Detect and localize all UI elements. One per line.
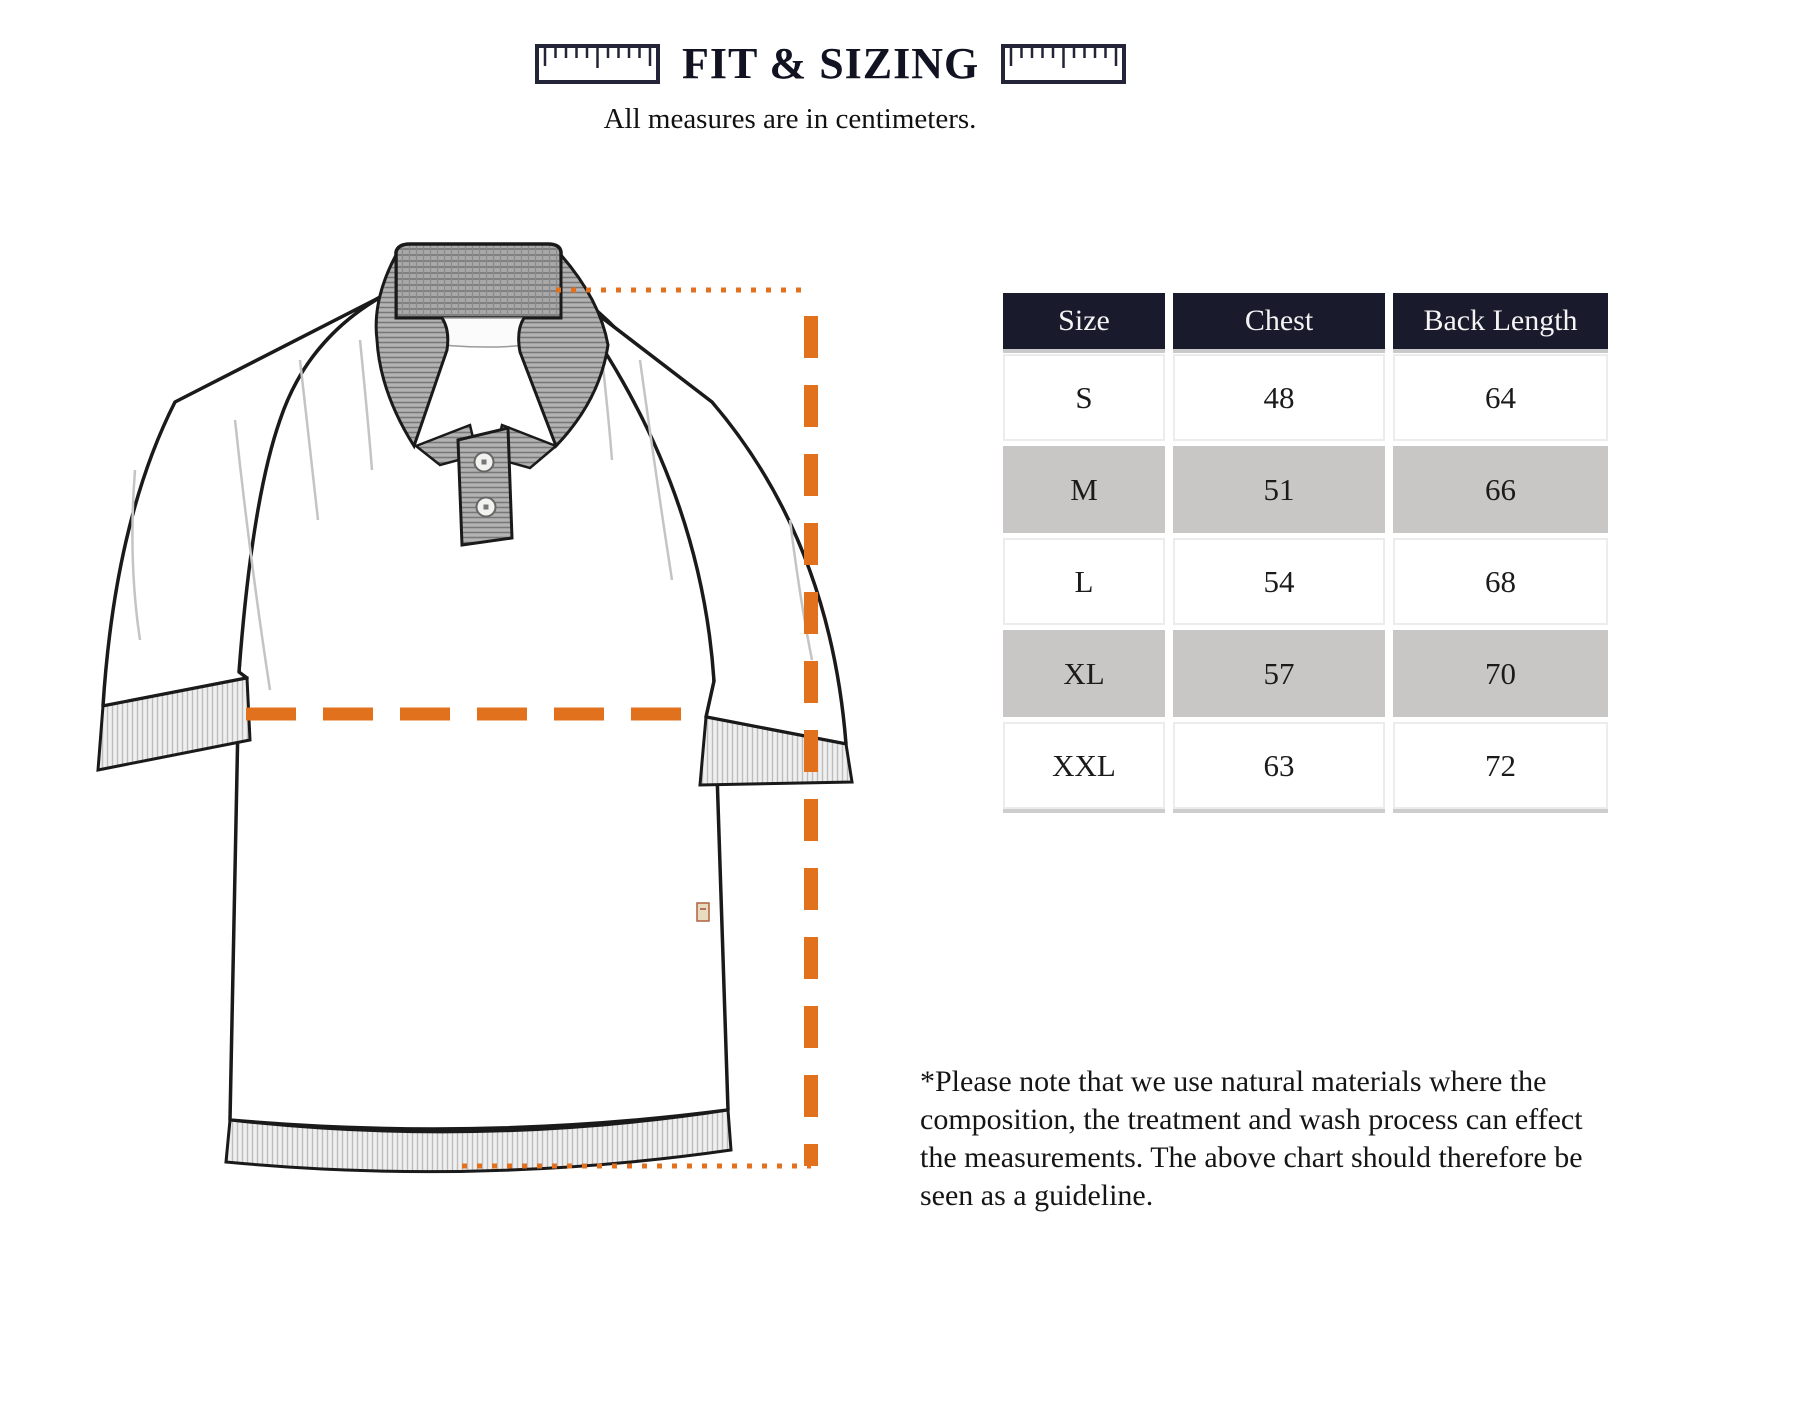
- note-line: the measurements. The above chart should therefore be: [920, 1141, 1583, 1174]
- subtitle: All measures are in centimeters.: [603, 103, 977, 135]
- column-header-back-length: Back Length: [1393, 293, 1608, 349]
- cell-back-length: 72: [1393, 722, 1608, 809]
- note-line: seen as a guideline.: [920, 1179, 1154, 1212]
- cell-chest: 54: [1173, 538, 1385, 625]
- cell-back-length: 70: [1393, 630, 1608, 717]
- title-row: [535, 38, 1126, 89]
- ruler-icon: [535, 44, 660, 84]
- cell-size: L: [1003, 538, 1165, 625]
- column-header-chest: Chest: [1173, 293, 1385, 349]
- cell-chest: 51: [1173, 446, 1385, 533]
- ruler-icon: [1001, 44, 1126, 84]
- note-line: composition, the treatment and wash process can effect: [920, 1103, 1583, 1136]
- column-header-size: Size: [1003, 293, 1165, 349]
- polo-shirt-illustration: [85, 225, 875, 1185]
- size-table: [1003, 293, 1608, 809]
- cell-back-length: 68: [1393, 538, 1608, 625]
- cell-chest: 48: [1173, 354, 1385, 441]
- cell-size: M: [1003, 446, 1165, 533]
- cell-chest: 57: [1173, 630, 1385, 717]
- cell-chest: 63: [1173, 722, 1385, 809]
- cell-back-length: 64: [1393, 354, 1608, 441]
- cell-size: XL: [1003, 630, 1165, 717]
- cell-size: S: [1003, 354, 1165, 441]
- page-title: FIT & SIZING: [682, 39, 980, 88]
- cell-back-length: 66: [1393, 446, 1608, 533]
- sizing-note: [920, 1063, 1640, 1215]
- cell-size: XXL: [1003, 722, 1165, 809]
- note-line: *Please note that we use natural materials where the: [920, 1065, 1547, 1098]
